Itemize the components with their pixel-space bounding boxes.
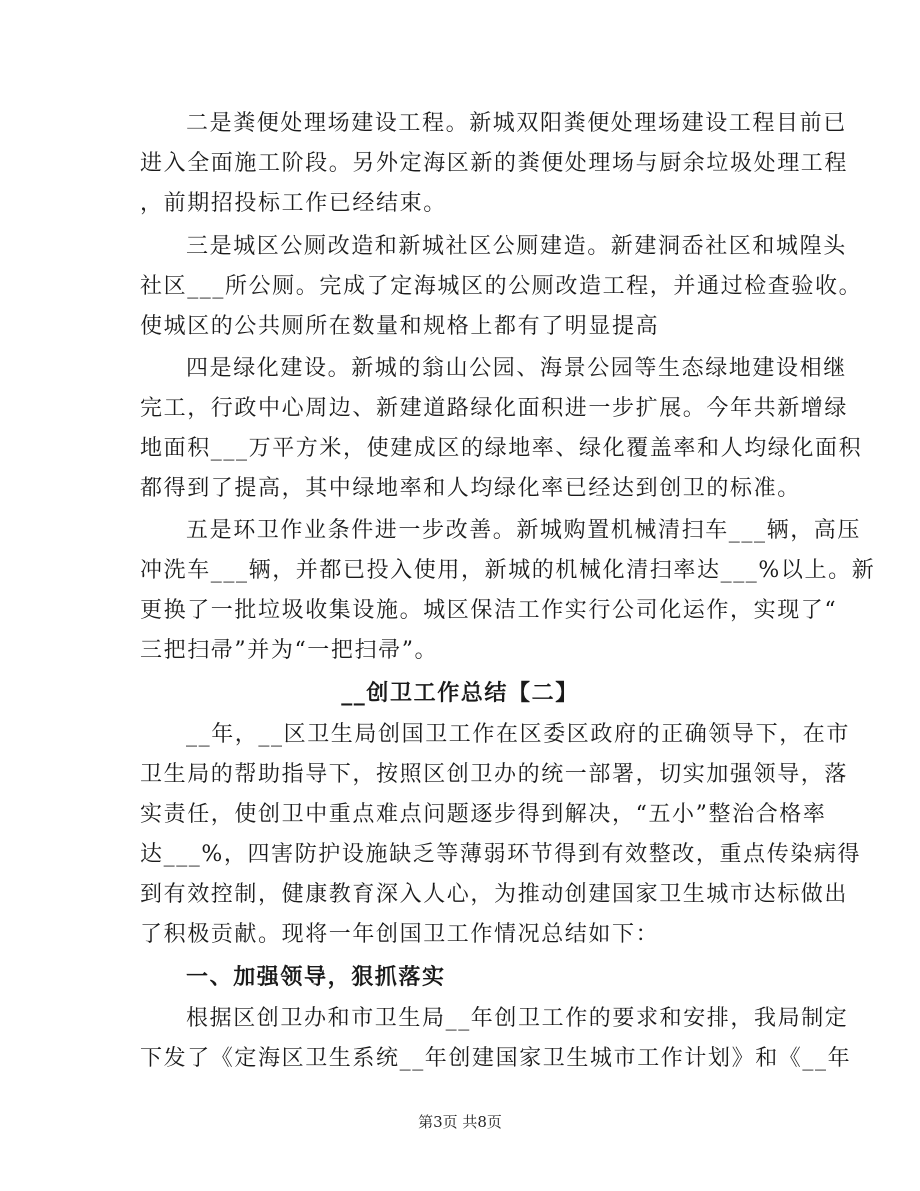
paragraph-1-line-2: 进入全面施工阶段。另外定海区新的粪便处理场与厨余垃圾处理工程	[140, 151, 849, 176]
intro-line-1: __年，__区卫生局创国卫工作在区委区政府的正确领导下，在市	[186, 722, 851, 747]
intro-line-5: 到有效控制，健康教育深入人心，为推动创建国家卫生城市达标做出	[140, 882, 849, 907]
intro-line-4: 达___%，四害防护设施缺乏等薄弱环节得到有效整改，重点传染病得	[140, 842, 862, 867]
paragraph-3-line-3: 地面积___万平方米，使建成区的绿地率、绿化覆盖率和人均绿化面积	[140, 436, 863, 461]
paragraph-4-line-4: 三把扫帚”并为“一把扫帚”。	[140, 638, 439, 663]
intro-line-2: 卫生局的帮助指导下，按照区创卫办的统一部署，切实加强领导，落	[140, 762, 849, 787]
paragraph-4-line-2: 冲洗车___辆，并都已投入使用，新城的机械化清扫率达___%以上。新	[140, 558, 876, 583]
paragraph-2-line-1: 三是城区公厕改造和新城社区公厕建造。新建洞岙社区和城隍头	[186, 234, 847, 259]
paragraph-2-line-3: 使城区的公共厕所在数量和规格上都有了明显提高	[140, 314, 660, 339]
paragraph-1-line-1: 二是粪便处理场建设工程。新城双阳粪便处理场建设工程目前已	[186, 111, 847, 136]
last-paragraph-line-1: 根据区创卫办和市卫生局__年创卫工作的要求和安排，我局制定	[186, 1006, 849, 1031]
section-heading: __创卫工作总结【二】	[341, 680, 579, 706]
paragraph-1-line-3: ，前期招投标工作已经结束。	[140, 191, 447, 216]
page-number: 第3页 共8页	[418, 1113, 502, 1131]
paragraph-4-line-1: 五是环卫作业条件进一步改善。新城购置机械清扫车___辆，高压	[186, 518, 862, 543]
intro-line-6: 了积极贡献。现将一年创国卫工作情况总结如下：	[140, 922, 660, 947]
subheading: 一、加强领导，狠抓落实	[186, 964, 446, 990]
paragraph-3-line-2: 完工，行政中心周边、新建道路绿化面积进一步扩展。今年共新增绿	[140, 396, 849, 421]
intro-line-3: 实责任，使创卫中重点难点问题逐步得到解决，“五小”整治合格率	[140, 802, 827, 827]
paragraph-2-line-2: 社区___所公厕。完成了定海城区的公厕改造工程，并通过检查验收。	[140, 274, 863, 299]
paragraph-3-line-1: 四是绿化建设。新城的翁山公园、海景公园等生态绿地建设相继	[186, 356, 847, 381]
paragraph-3-line-4: 都得到了提高，其中绿地率和人均绿化率已经达到创卫的标准。	[140, 476, 801, 501]
last-paragraph-line-2: 下发了《定海区卫生系统__年创建国家卫生城市工作计划》和《__年	[140, 1046, 852, 1071]
paragraph-4-line-3: 更换了一批垃圾收集设施。城区保洁工作实行公司化运作，实现了“	[140, 598, 838, 623]
